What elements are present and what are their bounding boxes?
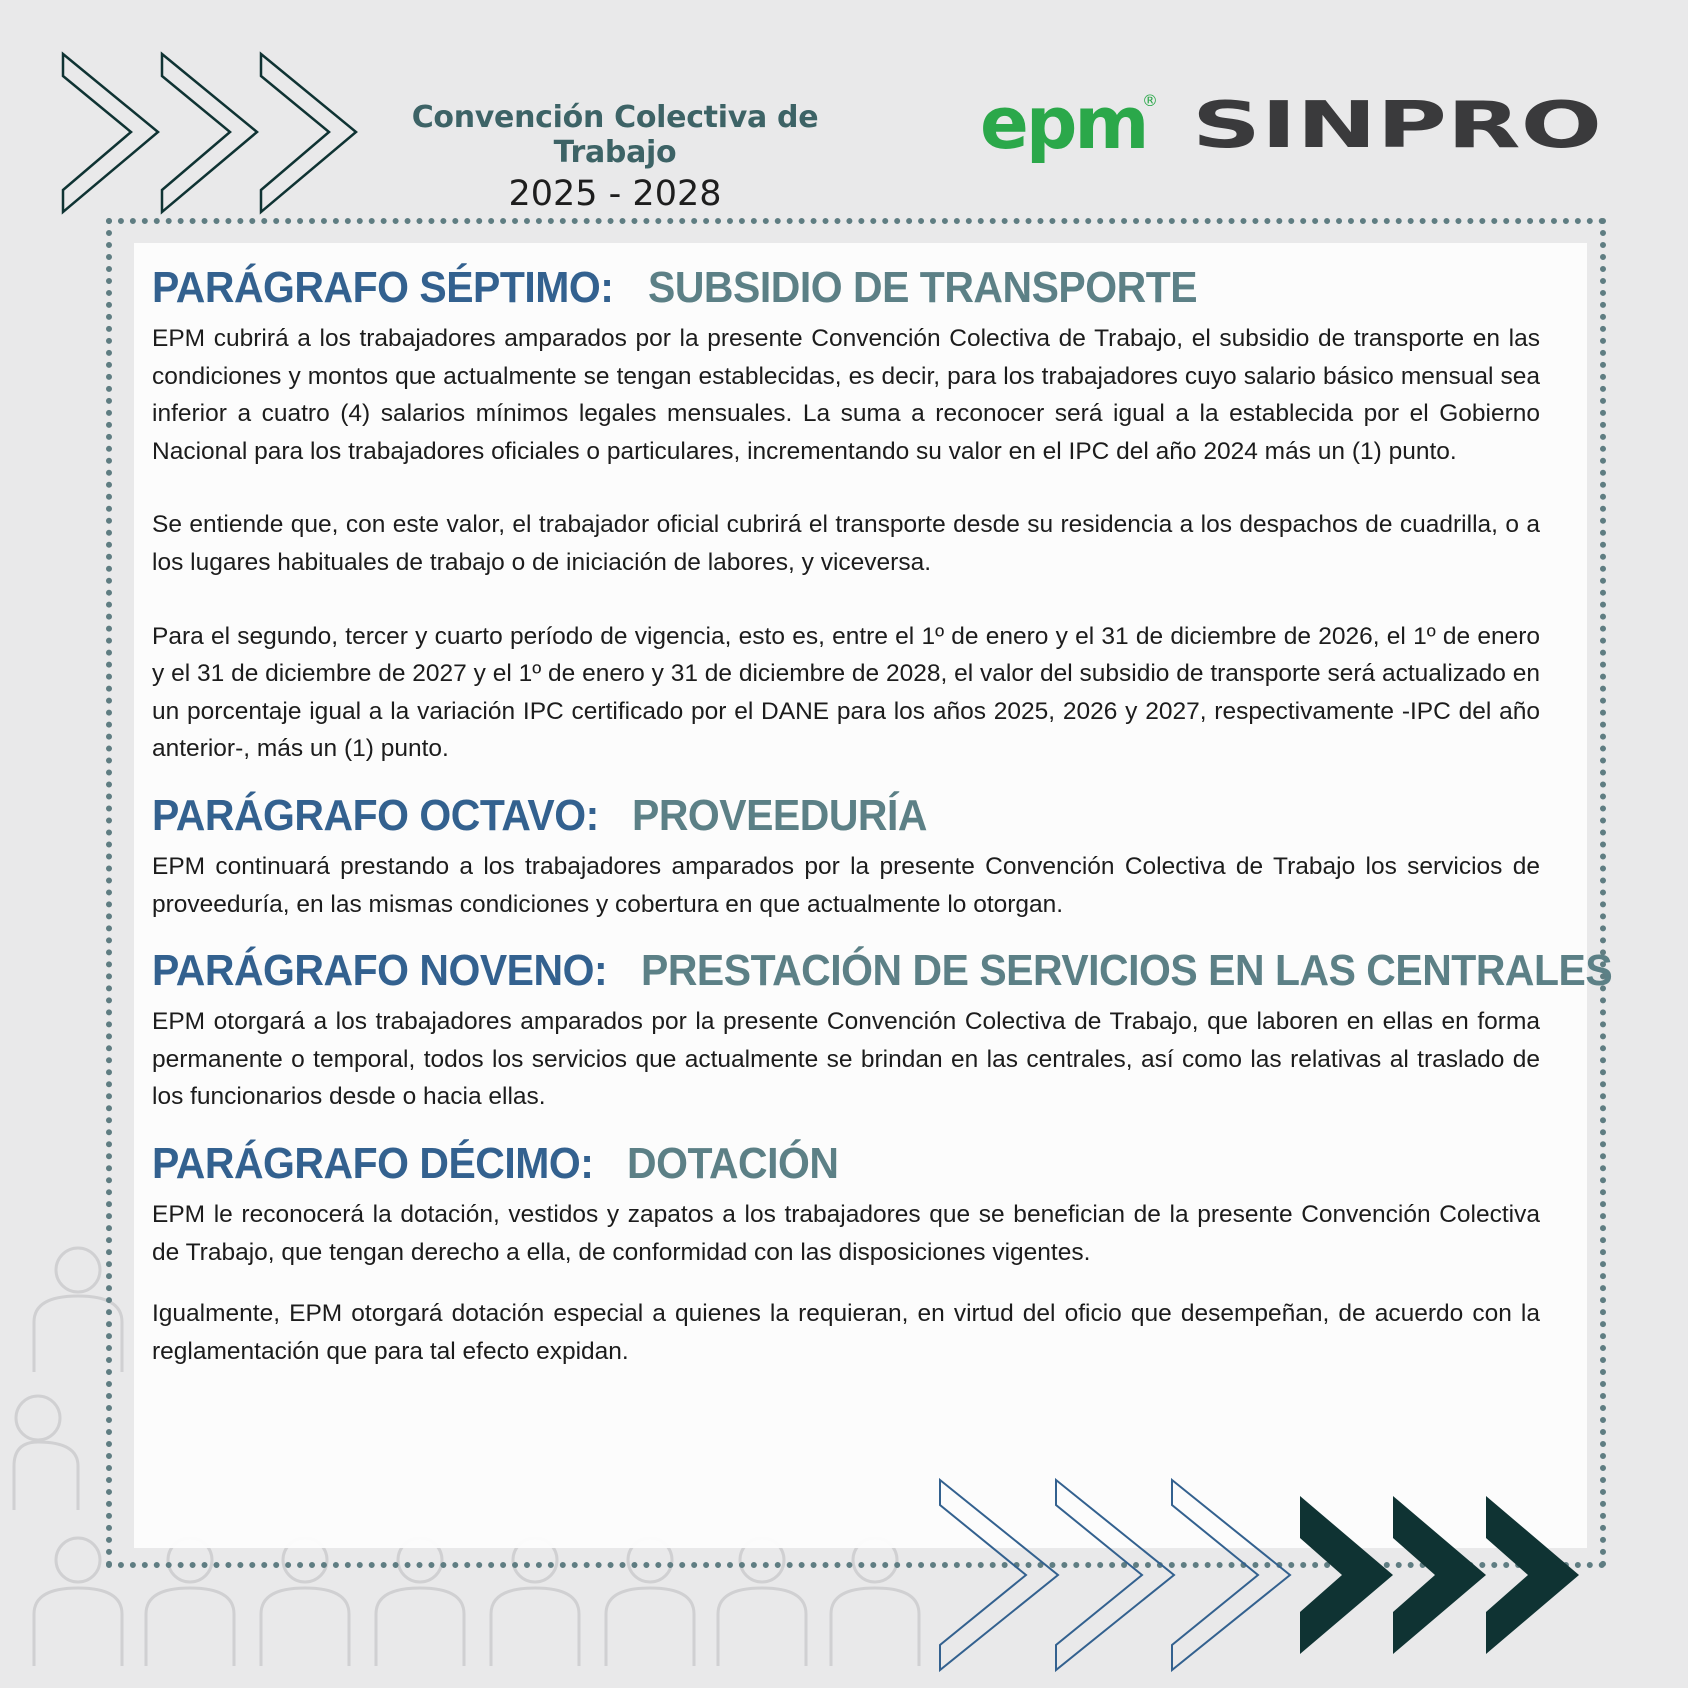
document-years: 2025 - 2028 (508, 174, 722, 214)
section-label: PARÁGRAFO OCTAVO: (152, 790, 599, 840)
person-icon (14, 1396, 78, 1510)
paragraph: EPM cubrirá a los trabajadores amparados por la presente Convención Colectiva de Trabajo, el subsidio de transporte en las condiciones y montos que actualmente se tengan establecidas, es decir, para los trabajadores cuyo salario básico mensual sea inferior a cuatro (4) salarios mínimos legales mensuales. La suma a reconocer será igual a la establecida por el Gobierno Nacional para los trabajadores oficiales o particulares, incrementando su valor en el IPC del año 2024 más un (1) punto. (152, 325, 1540, 465)
registered-mark: ® (1142, 91, 1158, 110)
paragraph: Se entiende que, con este valor, el trabajador oficial cubrirá el transporte desde su residencia a los despachos de cuadrilla, o a los lugares habituales de trabajo o de iniciación de labores, y viceversa. (152, 511, 1540, 576)
header-chevrons-decoration (58, 50, 368, 220)
chevron-outline-icon (162, 54, 257, 212)
chevron-solid-icon (1486, 1496, 1579, 1654)
section-heading-octavo (152, 790, 1540, 848)
section-subtitle: SUBSIDIO DE TRANSPORTE (648, 263, 1198, 312)
paragraph: EPM continuará prestando a los trabajadores amparados por la presente Convención Colectiva de Trabajo los servicios de proveeduría, en las mismas condiciones y cobertura en que actualmente lo otorgan. (152, 852, 1540, 918)
section-subtitle: PROVEEDURÍA (632, 790, 928, 840)
section-heading-septimo (152, 262, 1540, 320)
section-subtitle: DOTACIÓN (626, 1138, 839, 1188)
chevron-outline-icon (261, 54, 356, 212)
epm-logo-text: epm (980, 84, 1147, 165)
document-title: Convención Colectiva de Trabajo (411, 100, 819, 170)
chevron-solid-icon (1393, 1496, 1486, 1654)
chevron-outline-icon (940, 1480, 1058, 1670)
section-label: PARÁGRAFO DÉCIMO: (152, 1138, 594, 1188)
document-body (152, 262, 1613, 1370)
header-titles (350, 100, 880, 214)
footer-chevrons-decoration (930, 1470, 1610, 1680)
section-heading-noveno (152, 945, 1613, 1003)
paragraph: Para el segundo, tercer y cuarto período de vigencia, esto es, entre el 1º de enero y el 31 de diciembre de 2026, el 1º de enero y el 31 de diciembre de 2027 y el 1º de enero y 31 de diciembre de 2028, el valor del subsidio de transporte será actualizado en un porcentaje igual a la variación IPC certificado por el DANE para los años 2025, 2026 y 2027, respectivamente -IPC del año anterior-, más un (1) punto. (152, 622, 1540, 763)
epm-logo (980, 84, 1160, 174)
section-label: PARÁGRAFO NOVENO: (152, 946, 608, 996)
paragraph: EPM le reconocerá la dotación, vestidos y zapatos a los trabajadores que se benefician de la presente Convención Colectiva de Trabajo, que tengan derecho a ella, de conformidad con las disposiciones vigentes. (152, 1200, 1540, 1266)
chevron-solid-icon (1300, 1496, 1393, 1654)
section-heading-decimo (152, 1138, 1540, 1196)
paragraph: Igualmente, EPM otorgará dotación especial a quienes la requieran, en virtud del oficio que desempeñan, de acuerdo con la reglamentación que para tal efecto expidan. (152, 1300, 1540, 1365)
section-label: PARÁGRAFO SÉPTIMO: (152, 263, 614, 312)
section-subtitle: PRESTACIÓN DE SERVICIOS EN LAS CENTRALES (641, 946, 1613, 996)
paragraph: EPM otorgará a los trabajadores amparados por la presente Convención Colectiva de Trabajo, que laboren en ellas en forma permanente o temporal, todos los servicios que actualmente se brindan en las centrales, así como las relativas al traslado de los funcionarios desde o hacia ellas. (152, 1008, 1540, 1111)
sinpro-logo (1192, 98, 1606, 150)
chevron-outline-icon (63, 54, 158, 212)
chevron-outline-icon (1056, 1480, 1174, 1670)
sinpro-logo-text: SINPRO (1192, 98, 1602, 150)
chevron-outline-icon (1172, 1480, 1290, 1670)
